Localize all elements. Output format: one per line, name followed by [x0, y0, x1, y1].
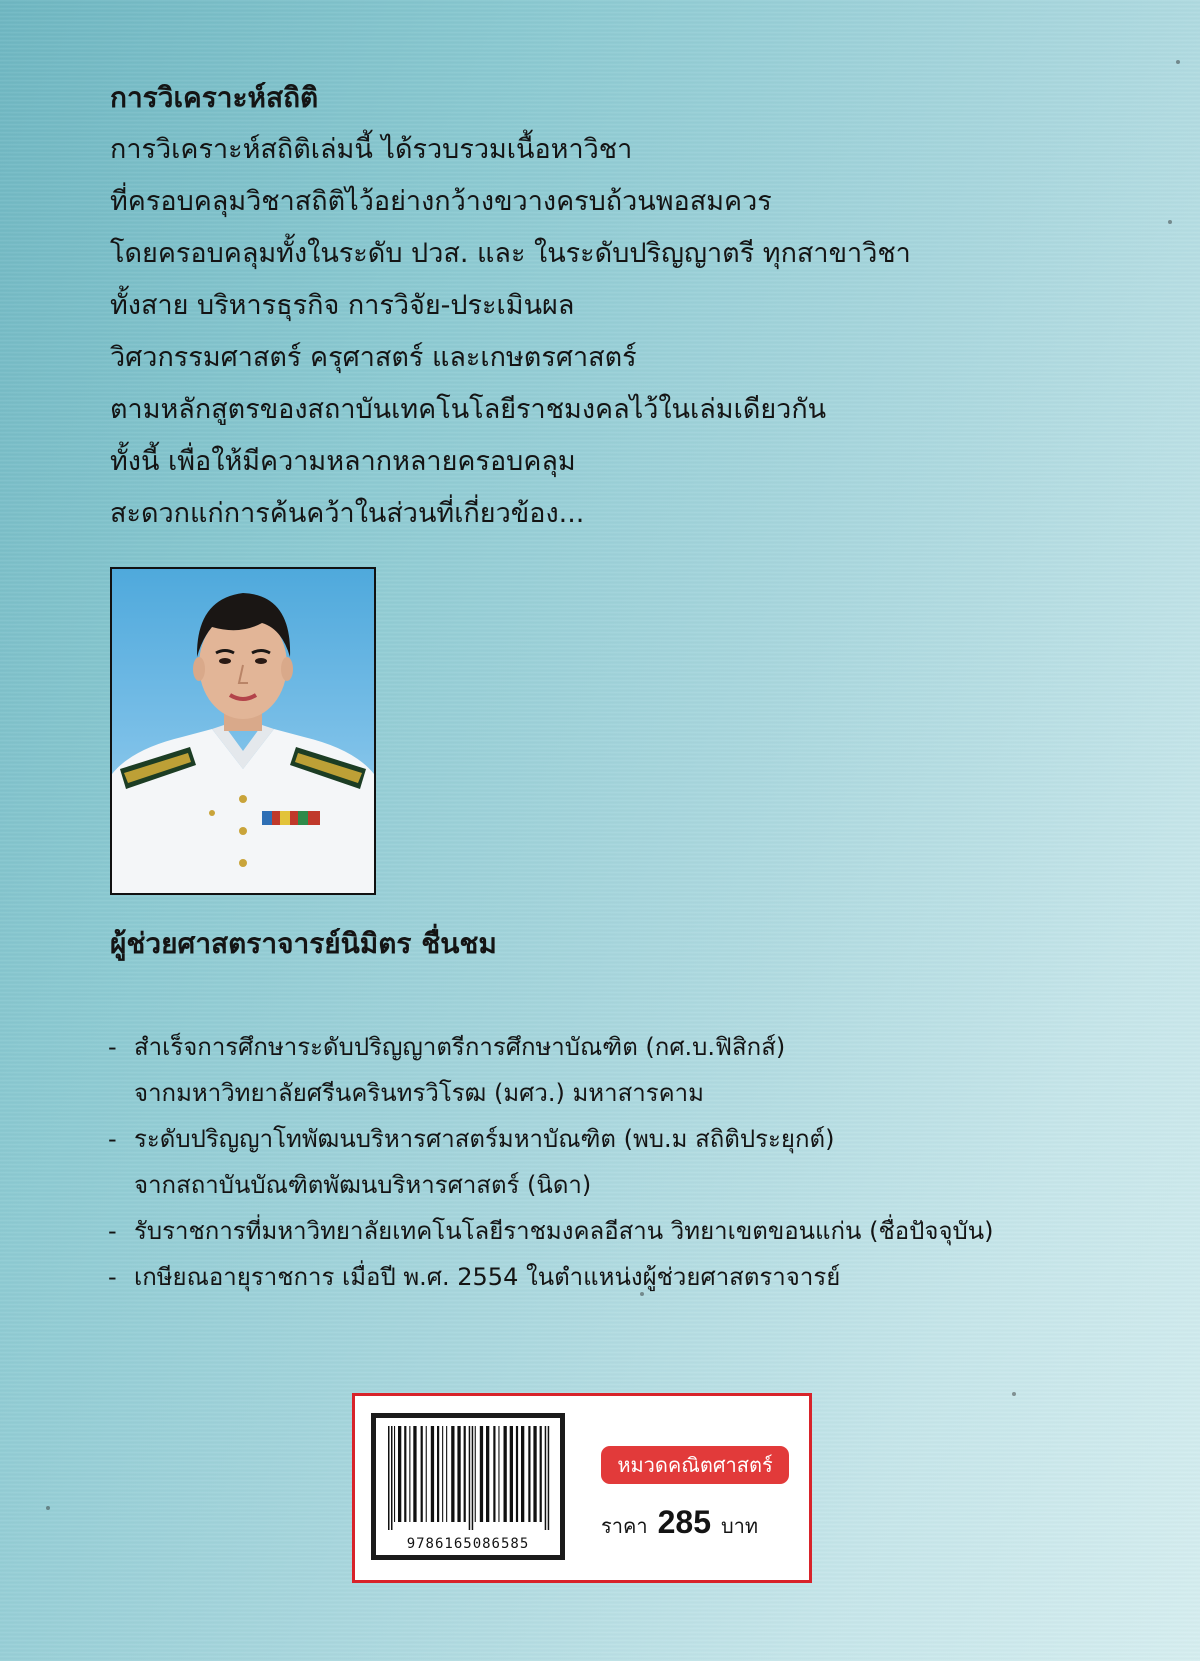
barcode-bar	[394, 1426, 395, 1522]
blurb-line: ทั้งสาย บริหารธุรกิจ การวิจัย-ประเมินผล	[110, 290, 575, 321]
bio-bullet: -	[108, 1217, 117, 1245]
author-bio-list	[108, 1024, 1188, 1300]
barcode-bar	[409, 1426, 410, 1522]
barcode-bar	[421, 1426, 423, 1522]
bio-line-continued: จากมหาวิทยาลัยศรีนครินทรวิโรฒ (มศว.) มหาสารคาม	[134, 1079, 704, 1107]
barcode-bar	[391, 1426, 393, 1530]
bio-item	[108, 1208, 1188, 1254]
author-portrait-illustration	[112, 569, 374, 893]
barcode-bar	[528, 1426, 530, 1522]
scan-speck	[1168, 220, 1172, 224]
bio-bullet: -	[108, 1033, 117, 1061]
barcode-bar	[498, 1426, 499, 1522]
barcode-bar	[521, 1426, 524, 1522]
barcode-bar	[493, 1426, 495, 1522]
barcode-bar	[426, 1426, 427, 1522]
blurb-line: ทั้งนี้ เพื่อให้มีความหลากหลายครอบคลุม	[110, 446, 576, 477]
blurb-line: วิศวกรรมศาสตร์ ครุศาสตร์ และเกษตรศาสตร์	[110, 342, 637, 373]
barcode-bar	[533, 1426, 536, 1522]
bio-bullet: -	[108, 1125, 117, 1153]
bio-bullet: -	[108, 1263, 117, 1291]
price-unit: บาท	[720, 1514, 759, 1538]
barcode-bar	[475, 1426, 476, 1522]
barcode-bar	[404, 1426, 406, 1522]
bio-item	[108, 1116, 1188, 1162]
blurb-line: สะดวกแก่การค้นคว้าในส่วนที่เกี่ยวข้อง...	[110, 498, 585, 529]
scan-speck	[1012, 1392, 1016, 1396]
scan-speck	[640, 1292, 644, 1296]
blurb-line: ที่ครอบคลุมวิชาสถิติไว้อย่างกว้างขวางครบถ้วนพอสมควร	[110, 186, 772, 217]
bio-line-continued: จากสถาบันบัณฑิตพัฒนบริหารศาสตร์ (นิดา)	[134, 1171, 592, 1199]
barcode-bar	[388, 1426, 390, 1530]
barcode-bar	[469, 1426, 471, 1530]
bio-line: สำเร็จการศึกษาระดับปริญญาตรีการศึกษาบัณฑิต (กศ.บ.ฟิสิกส์)	[134, 1033, 786, 1061]
barcode-bars	[384, 1424, 554, 1534]
barcode-bar	[486, 1426, 489, 1522]
isbn-number: 9786165086585	[406, 1536, 530, 1552]
barcode-bar	[540, 1426, 542, 1522]
barcode-bar	[516, 1426, 518, 1522]
barcode-price-box	[352, 1393, 812, 1583]
barcode-bar	[510, 1426, 513, 1522]
scan-speck	[1176, 60, 1180, 64]
blurb-line: การวิเคราะห์สถิติเล่มนี้ ได้รวบรวมเนื้อหาวิชา	[110, 134, 633, 165]
barcode-bar	[446, 1426, 447, 1522]
price-prefix: ราคา	[601, 1514, 648, 1538]
barcode-bar	[398, 1426, 401, 1522]
blurb-title: การวิเคราะห์สถิติ	[110, 81, 319, 114]
barcode-bar	[545, 1426, 547, 1530]
barcode-bar	[451, 1426, 454, 1522]
blurb-section	[110, 72, 1110, 540]
barcode-bar	[504, 1426, 507, 1522]
price-label	[601, 1504, 801, 1542]
isbn-barcode	[371, 1413, 565, 1560]
barcode-bar	[431, 1426, 434, 1522]
barcode-bar	[457, 1426, 460, 1522]
category-badge: หมวดคณิตศาสตร์	[601, 1446, 789, 1484]
barcode-bar	[480, 1426, 483, 1522]
barcode-bar	[437, 1426, 439, 1522]
barcode-bar	[472, 1426, 474, 1530]
bio-line: รับราชการที่มหาวิทยาลัยเทคโนโลยีราชมงคลอีสาน วิทยาเขตขอนแก่น (ชื่อปัจจุบัน)	[134, 1217, 994, 1245]
author-portrait	[110, 567, 376, 895]
barcode-bar	[442, 1426, 443, 1522]
bio-item	[108, 1254, 1188, 1300]
barcode-bar	[548, 1426, 550, 1530]
author-name: ผู้ช่วยศาสตราจารย์นิมิตร ชื่นชม	[110, 927, 497, 960]
scan-speck	[46, 1506, 50, 1510]
price-value: 285	[657, 1504, 711, 1540]
blurb-line: โดยครอบคลุมทั้งในระดับ ปวส. และ ในระดับปริญญาตรี ทุกสาขาวิชา	[110, 238, 911, 269]
barcode-bar	[413, 1426, 416, 1522]
barcode-bar	[464, 1426, 466, 1522]
bio-line: ระดับปริญญาโทพัฒนบริหารศาสตร์มหาบัณฑิต (พบ.ม สถิติประยุกต์)	[134, 1125, 835, 1153]
bio-item	[108, 1024, 1188, 1070]
blurb-line: ตามหลักสูตรของสถาบันเทคโนโลยีราชมงคลไว้ในเล่มเดียวกัน	[110, 394, 827, 425]
bio-line: เกษียณอายุราชการ เมื่อปี พ.ศ. 2554 ในตำแหน่งผู้ช่วยศาสตราจารย์	[134, 1263, 841, 1291]
